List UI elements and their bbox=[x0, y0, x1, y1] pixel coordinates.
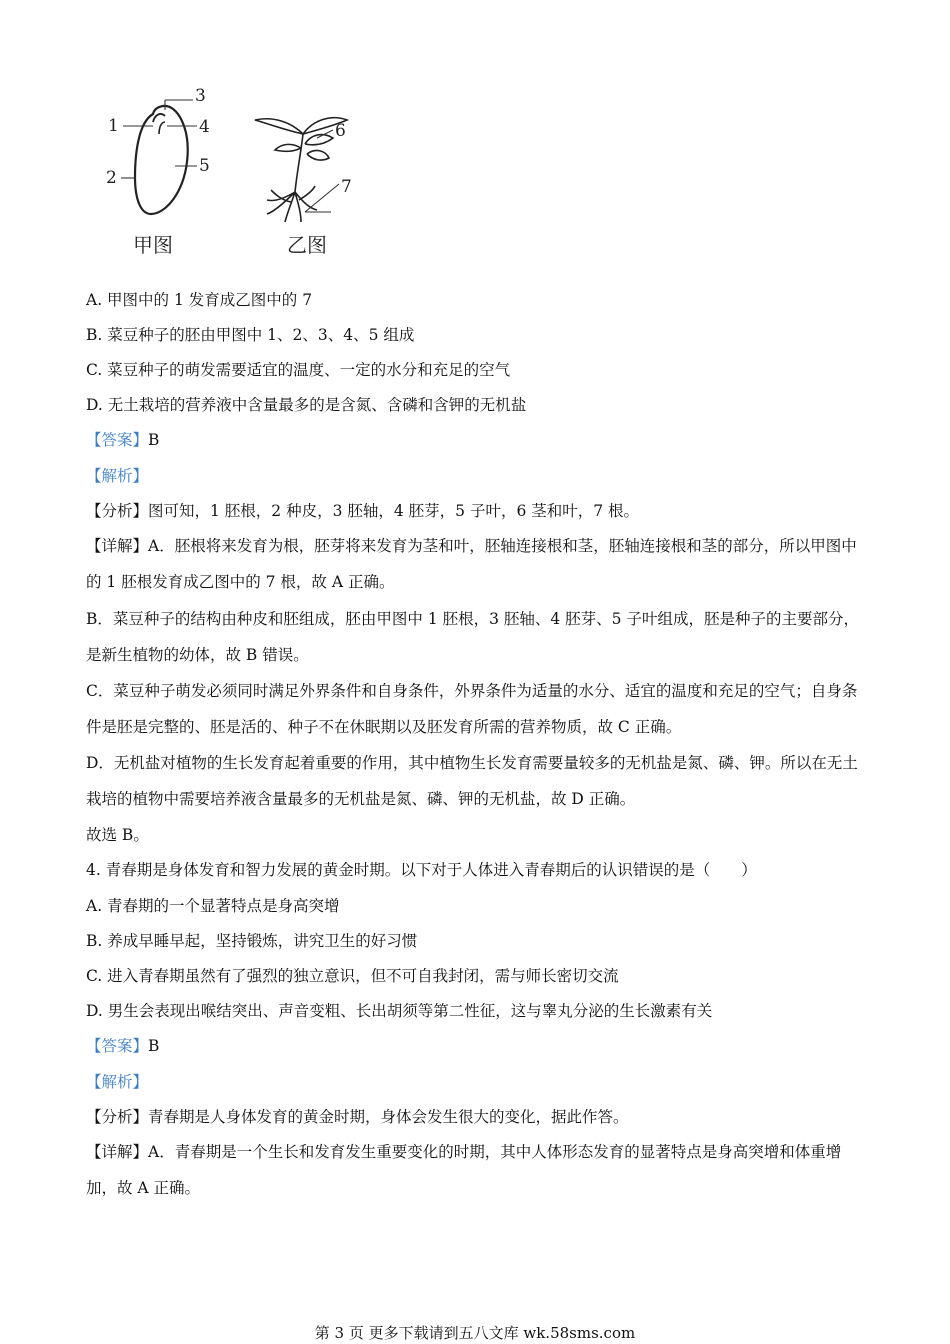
q4-option-c: C. 进入青春期虽然有了强烈的独立意识，但不可自我封闭，需与师长密切交流 bbox=[86, 967, 619, 985]
q3-fenxi-text: 图可知，1 胚根，2 种皮，3 胚轴，4 胚芽，5 子叶，6 茎和叶，7 根。 bbox=[148, 502, 640, 520]
q4-detail-tag: 【详解】 bbox=[86, 1143, 149, 1161]
q4-detail-a bbox=[86, 1134, 866, 1206]
label-4: 4 bbox=[199, 117, 210, 137]
seedling-drawing bbox=[255, 118, 347, 222]
seedling-leader-lines bbox=[305, 130, 339, 212]
q3-detail-a bbox=[86, 528, 866, 600]
q3-conclusion: 故选 B。 bbox=[86, 826, 149, 844]
q4-detail-a-text: A．青春期是一个生长和发育发生重要变化的时期，其中人体形态发育的显著特点是身高突增和体重增加，故 A 正确。 bbox=[86, 1143, 842, 1197]
caption-yi: 乙图 bbox=[287, 233, 327, 257]
seed-leader-lines bbox=[121, 100, 197, 178]
q4-fenxi-line bbox=[86, 1106, 629, 1128]
q3-option-c: C. 菜豆种子的萌发需要适宜的温度、一定的水分和充足的空气 bbox=[86, 361, 511, 379]
q3-answer-tag: 【答案】 bbox=[86, 431, 149, 449]
q4-answer-value: B bbox=[148, 1037, 160, 1055]
label-7: 7 bbox=[341, 177, 352, 197]
q3-analysis-tag: 【解析】 bbox=[86, 467, 149, 485]
page-footer: 第 3 页 更多下载请到五八文库 wk.58sms.com bbox=[314, 1324, 636, 1342]
caption-jia: 甲图 bbox=[133, 233, 173, 257]
seed-seedling-diagram bbox=[95, 82, 365, 260]
q4-option-a: A. 青春期的一个显著特点是身高突增 bbox=[86, 897, 340, 915]
label-2: 2 bbox=[106, 168, 117, 188]
q4-fenxi-text: 青春期是人身体发育的黄金时期，身体会发生很大的变化，据此作答。 bbox=[148, 1108, 629, 1126]
label-1: 1 bbox=[108, 116, 119, 136]
q3-detail-b: B．菜豆种子的结构由种皮和胚组成，胚由甲图中 1 胚根，3 胚轴、4 胚芽、5 子叶组成，胚是种子的主要部分，是新生植物的幼体，故 B 错误。 bbox=[86, 610, 859, 664]
q3-option-a: A. 甲图中的 1 发育成乙图中的 7 bbox=[86, 291, 313, 309]
q3-fenxi-line bbox=[86, 500, 639, 522]
q3-answer-value: B bbox=[148, 431, 160, 449]
seed-seedling-figure bbox=[95, 82, 365, 260]
q3-detail-tag: 【详解】 bbox=[86, 537, 149, 555]
q3-analysis-line bbox=[86, 465, 148, 487]
q4-option-b: B. 养成早睡早起，坚持锻炼，讲究卫生的好习惯 bbox=[86, 932, 418, 950]
q4-option-d: D. 男生会表现出喉结突出、声音变粗、长出胡须等第二性征，这与睾丸分泌的生长激素有关 bbox=[86, 1002, 713, 1020]
q4-stem: 4. 青春期是身体发育和智力发展的黄金时期。以下对于人体进入青春期后的认识错误的是（ ） bbox=[86, 861, 757, 879]
label-6: 6 bbox=[335, 121, 346, 141]
q3-detail-d: D．无机盐对植物的生长发育起着重要的作用，其中植物生长发育需要量较多的无机盐是氮、磷、钾。所以在无土栽培的植物中需要培养液含量最多的无机盐是氮、磷、钾的无机盐，故 D 正确。 bbox=[86, 754, 858, 808]
q3-option-d: D. 无土栽培的营养液中含量最多的是含氮、含磷和含钾的无机盐 bbox=[86, 396, 527, 414]
q3-answer-line bbox=[86, 429, 159, 451]
q3-detail-a-text: A．胚根将来发育为根，胚芽将来发育为茎和叶，胚轴连接根和茎，胚轴连接根和茎的部分，所以甲图中的 1 胚根发育成乙图中的 7 根，故 A 正确。 bbox=[86, 537, 857, 591]
bean-seed-drawing bbox=[135, 106, 188, 214]
label-5: 5 bbox=[199, 156, 210, 176]
q4-answer-tag: 【答案】 bbox=[86, 1037, 149, 1055]
label-3: 3 bbox=[195, 86, 206, 106]
q4-answer-line bbox=[86, 1035, 159, 1057]
q3-option-b: B. 菜豆种子的胚由甲图中 1、2、3、4、5 组成 bbox=[86, 326, 415, 344]
q4-analysis-tag: 【解析】 bbox=[86, 1073, 149, 1091]
q3-detail-c: C．菜豆种子萌发必须同时满足外界条件和自身条件，外界条件为适量的水分、适宜的温度和充足的空气；自身条件是胚是完整的、胚是活的、种子不在休眠期以及胚发育所需的营养物质，故 C 正确。 bbox=[86, 682, 858, 736]
q3-fenxi-tag: 【分析】 bbox=[86, 502, 149, 520]
q4-fenxi-tag: 【分析】 bbox=[86, 1108, 149, 1126]
q4-analysis-line bbox=[86, 1071, 148, 1093]
